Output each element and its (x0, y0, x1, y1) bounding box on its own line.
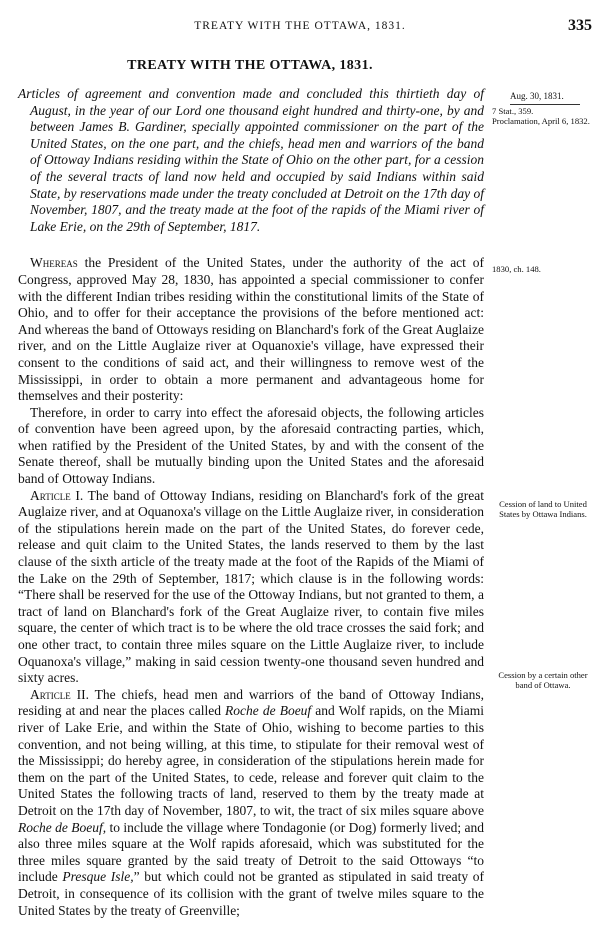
sidenote-stat (492, 107, 594, 126)
running-head (0, 17, 600, 38)
therefore-paragraph: Therefore, in order to carry into effect the aforesaid objects, the following articles of convention have been agreed upon, by the aforesaid contracting parties, which, when ratified by the President of the United States, by and with the consent of the Senate thereof, shall be mutually binding upon the United States and the aforesaid band of Ottoway Indians. (18, 404, 484, 487)
place-roche-de-boeuf-2: Roche de Boeuf, (18, 819, 107, 835)
article-1-body: The band of Ottoway Indians, residing on Blanchard's fork of the great Auglaize river, and at Oquanoxa's village on the Little Auglaize river, in consideration of the stipulations herein made on the part of the United States, do forever cede, release and quit claim to the United States, the lands reserved to them by the last clause of the sixth article of the treaty made at the foot of the Rapids of the Miami of the Lake on the 29th of September, 1817; which clause is in the following words: “There shall be reserved for the use of the Ottoway Indians, but not granted to them, a tract of land on Blanchard's fork of the Great Auglaize river, to contain five miles square, the center of which tract is to be where the old trace crosses the said fork; and one other tract, to contain three miles square on the Little Auglaize river, to include Oquanoxa's village,” making in said cession twenty-one thousand seven hundred and sixty acres. (18, 487, 485, 686)
sidenote-cession-2: Cession by a certain other band of Ottawa. (498, 670, 588, 690)
place-presque-isle: Presque Isle, (62, 869, 134, 885)
place-roche-de-boeuf: Roche de Boeuf (225, 703, 312, 719)
treaty-title: TREATY WITH THE OTTAWA, 1831. (127, 58, 373, 73)
preamble: Articles of agreement and convention made and concluded this thirtieth day of August, in the year of our Lord one thousand eight hundred and thirty-one, by and between James B. Gardiner, specially appointed commissioner on the part of the United States, on the one part, and the chiefs, head men and warriors of the band of Ottoway Indians residing within the State of Ohio on the other part, for a cession of the several tracts of land now held and occupied by said Indians within said State, by reservations made under the treaty concluded at Detroit on the 17th day of November, 1807, and the treaty made at the foot of the rapids of the Miami river of Lake Erie, on the 29th of September, 1817. (18, 86, 484, 234)
article-1 (18, 488, 484, 687)
running-title: TREATY WITH THE OTTAWA, 1831. (194, 20, 406, 32)
sidenote-act: 1830, ch. 148. (492, 264, 541, 274)
whereas-paragraph (18, 255, 484, 404)
sidenote-date: Aug. 30, 1831. (510, 92, 580, 105)
sidenote-cession-1: Cession of land to United States by Ottawa Indians. (499, 499, 587, 519)
whereas-lead: Whereas (30, 255, 78, 271)
sidenote-stat-ref: 7 Stat., 359. (492, 106, 534, 116)
page-number: 335 (568, 17, 592, 34)
article-2-lead: Article II. (30, 686, 89, 702)
main-text (18, 86, 484, 919)
article-2 (18, 687, 484, 919)
article-1-lead: Article I. (30, 487, 84, 503)
article-2-text-a: The chiefs, head men and warriors of the band of Ottoway Indians, residing at and near the places called (18, 686, 485, 719)
article-2-text-c: to include the village where Tondagonie (or Dog) formerly lived; and also three miles square at the Wolf rapids aforesaid, which was substituted for the three miles square granted by the said treaty of Detroit to the said Ottoways “to include (18, 819, 485, 885)
sidenote-proclamation: Proclamation, April 6, 1832. (492, 115, 590, 126)
article-2-text-b: and Wolf rapids, on the Miami river of Lake Erie, and within the State of Ohio, wishing to become parties to this convention, and not being willing, at this time, to stipulate for their removal west of the Mississippi; do hereby agree, in consideration of the stipulations herein made for them on the part of the United States, to cede, release and forever quit claim to the United States the following tracts of land, reserved to them by the treaty made at Detroit on the 17th day of November, 1807, to wit, the tract of six miles square above (18, 703, 484, 818)
article-2-text-d: ” but which could not be granted as stipulated in said treaty of Detroit, in consequence of its collision with the grant of twelve miles square to the United States by the treaty of Greenville; (18, 869, 484, 918)
whereas-body: the President of the United States, under the authority of the act of Congress, approved May 28, 1830, has appointed a special commissioner to confer with the different Indian tribes residing within the constitutional limits of the State of Ohio, and to offer for their acceptance the provisions of the before mentioned act: And whereas the band of Ottoways residing on Blanchard's fork of the Great Auglaize river, and on the Little Auglaize river at Oquanoxie's village, have expressed their consent to the conditions of said act, and their willingness to remove west of the Mississippi, in order to obtain a more permanent and advantageous home for themselves and their posterity: (18, 255, 484, 404)
